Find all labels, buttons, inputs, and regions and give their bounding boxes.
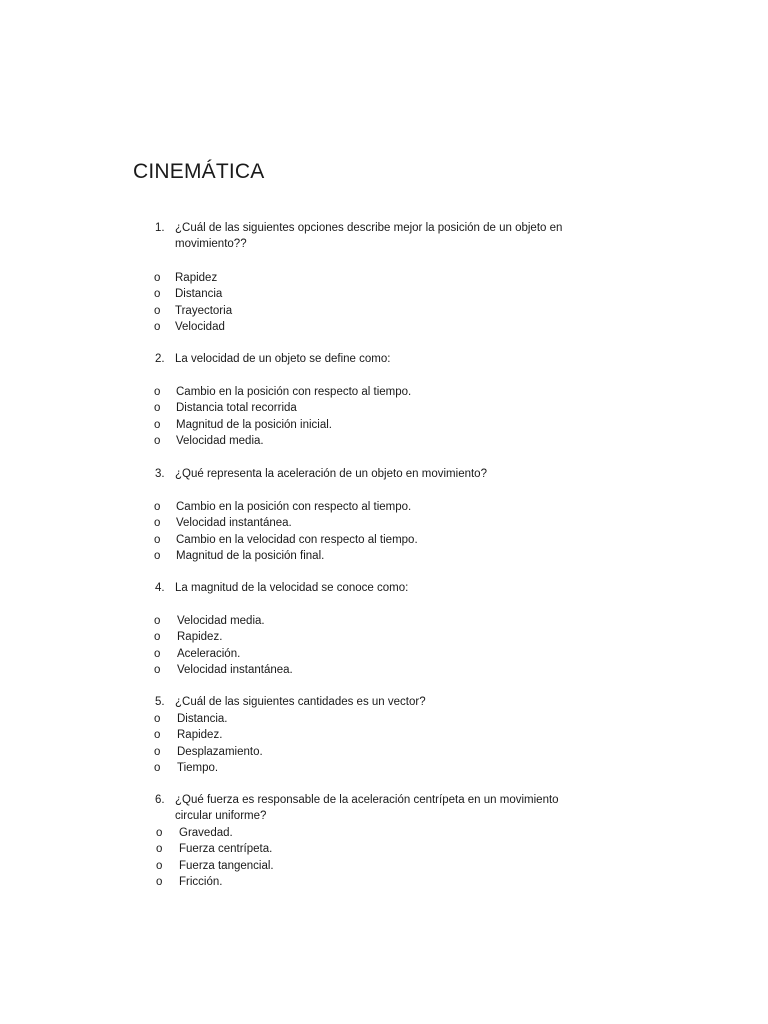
bullet-circle-icon: o [154, 402, 161, 415]
bullet-circle-icon: o [154, 550, 161, 563]
question-text: ¿Qué representa la aceleración de un objeto en movimiento? [175, 468, 487, 480]
option-label: Desplazamiento. [177, 745, 263, 758]
bullet-circle-icon: o [154, 631, 161, 644]
bullet-circle-icon: o [154, 304, 161, 317]
option-label: Tiempo. [177, 762, 219, 775]
bullet-circle-icon: o [154, 745, 161, 758]
bullet-circle-icon: o [154, 729, 161, 742]
option-label: Velocidad [175, 321, 225, 334]
option-label: Velocidad instantánea. [177, 664, 293, 677]
option-label: Velocidad media. [177, 615, 265, 627]
option-label: Rapidez. [177, 631, 223, 644]
option-label: Fricción. [179, 876, 223, 889]
bullet-circle-icon: o [154, 517, 161, 530]
bullet-circle-icon: o [154, 533, 161, 546]
bullet-circle-icon: o [154, 713, 161, 725]
option-label: Distancia [175, 288, 223, 301]
question-text: ¿Cuál de las siguientes cantidades es un vector? [175, 696, 426, 708]
bullet-circle-icon: o [154, 418, 161, 431]
bullet-circle-icon: o [154, 288, 161, 301]
bullet-circle-icon: o [154, 386, 161, 398]
bullet-circle-icon: o [154, 501, 161, 513]
question-number: 5. [155, 696, 165, 708]
option-label: Velocidad media. [176, 435, 264, 448]
page-title: CINEMÁTICA [133, 160, 265, 183]
option-label: Cambio en la posición con respecto al tiempo. [176, 386, 412, 398]
bullet-circle-icon: o [156, 827, 163, 839]
option-label: Distancia total recorrida [176, 402, 297, 415]
option-label: Trayectoria [175, 304, 233, 317]
option-label: Fuerza centrípeta. [179, 843, 273, 856]
option-label: Fuerza tangencial. [179, 859, 274, 872]
bullet-circle-icon: o [156, 876, 163, 889]
question-text: La magnitud de la velocidad se conoce como: [175, 582, 409, 594]
bullet-circle-icon: o [154, 615, 161, 627]
option-label: Gravedad. [179, 827, 233, 839]
option-label: Magnitud de la posición inicial. [176, 418, 332, 431]
question-number: 3. [155, 468, 165, 480]
option-label: Distancia. [177, 713, 228, 725]
question-number: 2. [155, 353, 165, 365]
bullet-circle-icon: o [154, 664, 161, 677]
bullet-circle-icon: o [156, 859, 163, 872]
question-number: 1. [155, 222, 165, 234]
bullet-circle-icon: o [156, 843, 163, 856]
question-text: ¿Cuál de las siguientes opciones describe mejor la posición de un objeto en movimiento?? [175, 222, 563, 251]
question-text: La velocidad de un objeto se define como: [175, 353, 391, 365]
option-label: Aceleración. [177, 647, 241, 660]
option-label: Cambio en la velocidad con respecto al tiempo. [176, 533, 418, 546]
bullet-circle-icon: o [154, 762, 161, 775]
option-label: Velocidad instantánea. [176, 517, 292, 530]
bullet-circle-icon: o [154, 647, 161, 660]
option-label: Rapidez [175, 272, 218, 284]
option-label: Magnitud de la posición final. [176, 550, 325, 563]
bullet-circle-icon: o [154, 272, 161, 284]
question-text: ¿Qué fuerza es responsable de la aceleración centrípeta en un movimiento circular uniforme? [175, 794, 559, 823]
question-number: 4. [155, 582, 165, 594]
option-label: Rapidez. [177, 729, 223, 742]
bullet-circle-icon: o [154, 321, 161, 334]
option-label: Cambio en la posición con respecto al tiempo. [176, 501, 412, 513]
bullet-circle-icon: o [154, 435, 161, 448]
question-number: 6. [155, 794, 165, 806]
